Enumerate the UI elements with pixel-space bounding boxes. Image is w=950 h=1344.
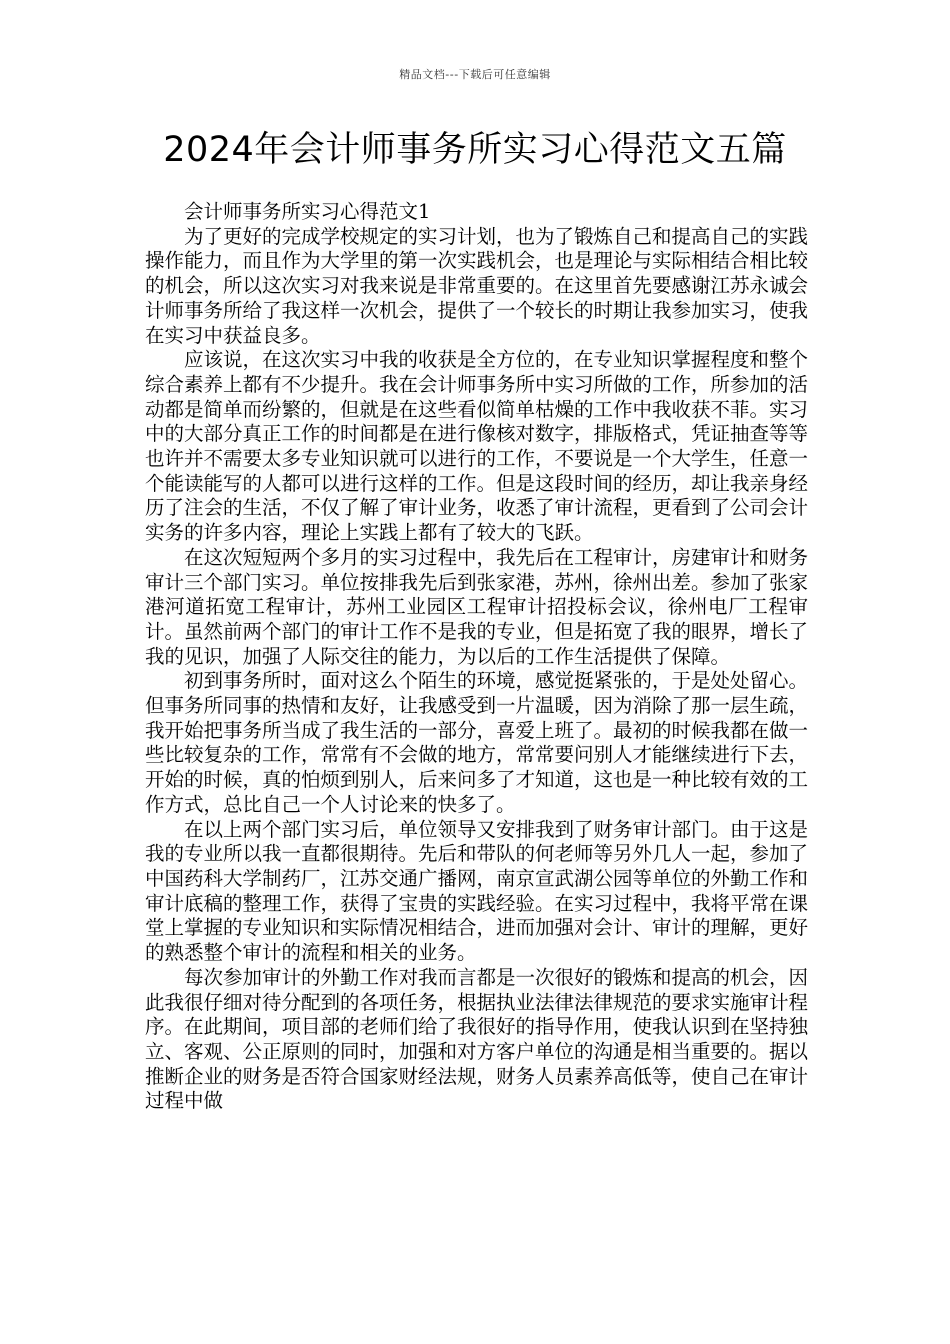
section-heading: 会计师事务所实习心得范文1 [184, 200, 431, 223]
paragraph: 应该说，在这次实习中我的收获是全方位的，在专业知识掌握程度和整个综合素养上都有不少提升。我在会计师事务所中实习所做的工作，所参加的活动都是简单而纷繁的，但就是在这些看似简单枯燥的工作中我收获不菲。实习中的大部分真正工作的时间都是在进行像核对数字，排版格式，凭证抽查等等也许并不需要太多专业知识就可以进行的工作，不要说是一个大学生，任意一个能读能写的人都可以进行这样的工作。但是这段时间的经历，却让我亲身经历了注会的生活，不仅了解了审计业务，收悉了审计流程，更看到了公司会计实务的许多内容，理论上实践上都有了较大的飞跃。 [145, 348, 809, 545]
paragraph: 为了更好的完成学校规定的实习计划，也为了锻炼自己和提高自己的实践操作能力，而且作为大学里的第一次实践机会，也是理论与实际相结合相比较的机会，所以这次实习对我来说是非常重要的。在这里首先要感谢江苏永诚会计师事务所给了我这样一次机会，提供了一个较长的时期让我参加实习，使我在实习中获益良多。 [145, 224, 809, 347]
paragraph: 每次参加审计的外勤工作对我而言都是一次很好的锻炼和提高的机会，因此我很仔细对待分配到的各项任务，根据执业法律法律规范的要求实施审计程序。在此期间，项目部的老师们给了我很好的指导作用，使我认识到在坚持独立、客观、公正原则的同时，加强和对方客户单位的沟通是相当重要的。据以推断企业的财务是否符合国家财经法规，财务人员素养高低等，使自己在审计过程中做 [145, 965, 809, 1113]
paragraph: 在以上两个部门实习后，单位领导又安排我到了财务审计部门。由于这是我的专业所以我一直都很期待。先后和带队的何老师等另外几人一起，参加了中国药科大学制药厂，江苏交通广播网，南京宣武湖公园等单位的外勤工作和审计底稿的整理工作，获得了宝贵的实践经验。在实习过程中，我将平常在课堂上掌握的专业知识和实际情况相结合，进而加强对会计、审计的理解，更好的熟悉整个审计的流程和相关的业务。 [145, 817, 809, 965]
paragraph: 初到事务所时，面对这么个陌生的环境，感觉挺紧张的，于是处处留心。但事务所同事的热情和友好，让我感受到一片温暖，因为消除了那一层生疏，我开始把事务所当成了我生活的一部分，喜爱上班了。最初的时候我都在做一些比较复杂的工作，常常有不会做的地方，常常要问别人才能继续进行下去，开始的时候，真的怕烦到别人，后来问多了才知道，这也是一种比较有效的工作方式，总比自己一个人讨论来的快多了。 [145, 669, 809, 816]
document-title: 2024年会计师事务所实习心得范文五篇 [163, 130, 787, 170]
header-note: 精品文档---下载后可任意编辑 [399, 68, 551, 81]
document-body [145, 200, 808, 1114]
paragraph: 在这次短短两个多月的实习过程中，我先后在工程审计，房建审计和财务审计三个部门实习。单位按排我先后到张家港，苏州，徐州出差。参加了张家港河道拓宽工程审计，苏州工业园区工程审计招投标会议，徐州电厂工程审计。虽然前两个部门的审计工作不是我的专业，但是拓宽了我的眼界，增长了我的见识，加强了人际交往的能力，为以后的工作生活提供了保障。 [145, 545, 809, 668]
